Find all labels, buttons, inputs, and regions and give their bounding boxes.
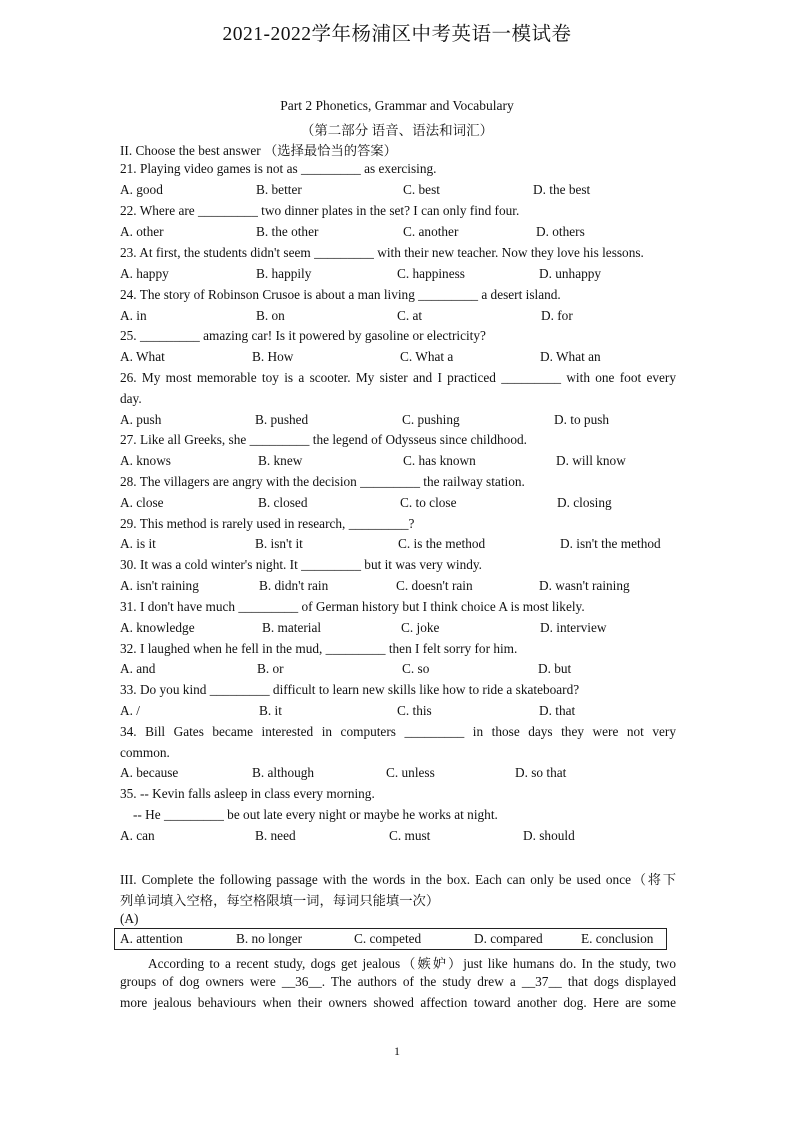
part-subtitle: （第二部分 语音、语法和词汇） bbox=[300, 123, 494, 138]
passage-line: groups of dog owners were __36__. The authors of the study drew a __37__ that dogs displayed bbox=[120, 974, 676, 989]
option-a: A. happy bbox=[120, 266, 169, 281]
option-d: D. unhappy bbox=[539, 266, 602, 281]
option-c: C. doesn't rain bbox=[396, 578, 473, 593]
word-box-item: E. conclusion bbox=[581, 931, 654, 946]
option-c: C. unless bbox=[386, 765, 435, 780]
option-d: D. to push bbox=[554, 412, 610, 427]
option-b: B. or bbox=[257, 661, 284, 676]
option-b: B. it bbox=[259, 703, 282, 718]
option-a: A. and bbox=[120, 661, 156, 676]
option-c: C. has known bbox=[403, 453, 476, 468]
question-stem: 21. Playing video games is not as _________ as exercising. bbox=[120, 161, 437, 176]
word-box-item: B. no longer bbox=[236, 931, 303, 946]
option-b: B. although bbox=[252, 765, 315, 780]
option-c: C. this bbox=[397, 703, 432, 718]
option-c: C. at bbox=[397, 308, 423, 323]
question-stem: 29. This method is rarely used in research, _________? bbox=[120, 516, 415, 531]
option-a: A. because bbox=[120, 765, 179, 780]
question-stem: 25. _________ amazing car! Is it powered by gasoline or electricity? bbox=[120, 328, 486, 343]
option-d: D. so that bbox=[515, 765, 567, 780]
option-c: C. must bbox=[389, 828, 431, 843]
word-box-item: D. compared bbox=[474, 931, 543, 946]
question-stem: 26. My most memorable toy is a scooter. My sister and I practiced _________ with one foot every bbox=[120, 370, 676, 385]
option-b: B. knew bbox=[258, 453, 303, 468]
option-c: C. best bbox=[403, 182, 440, 197]
part-title: Part 2 Phonetics, Grammar and Vocabulary bbox=[280, 98, 514, 113]
option-b: B. isn't it bbox=[255, 536, 303, 551]
option-b: B. didn't rain bbox=[259, 578, 329, 593]
question-stem: 23. At first, the students didn't seem _________ with their new teacher. Now they love his lessons. bbox=[120, 245, 644, 260]
word-box-item: A. attention bbox=[120, 931, 183, 946]
question-stem: 35. -- Kevin falls asleep in class every morning. bbox=[120, 786, 375, 801]
document-title: 2021-2022学年杨浦区中考英语一模试卷 bbox=[222, 24, 572, 45]
word-box bbox=[114, 928, 667, 950]
option-d: D. closing bbox=[557, 495, 612, 510]
option-c: C. joke bbox=[401, 620, 440, 635]
option-c: C. to close bbox=[400, 495, 457, 510]
option-d: D. the best bbox=[533, 182, 591, 197]
option-a: A. What bbox=[120, 349, 165, 364]
question-stem: 24. The story of Robinson Crusoe is about a man living _________ a desert island. bbox=[120, 287, 561, 302]
question-stem: 31. I don't have much _________ of German history but I think choice A is most likely. bbox=[120, 599, 585, 614]
question-stem-continued: -- He _________ be out late every night or maybe he works at night. bbox=[133, 807, 498, 822]
option-d: D. will know bbox=[556, 453, 626, 468]
question-stem: 30. It was a cold winter's night. It _________ but it was very windy. bbox=[120, 557, 482, 572]
option-a: A. / bbox=[120, 703, 140, 718]
passage-label: (A) bbox=[120, 911, 139, 926]
option-a: A. knows bbox=[120, 453, 171, 468]
question-stem: 28. The villagers are angry with the decision _________ the railway station. bbox=[120, 474, 525, 489]
option-b: B. better bbox=[256, 182, 302, 197]
question-stem: 34. Bill Gates became interested in computers _________ in those days they were not very bbox=[120, 724, 676, 739]
option-c: C. happiness bbox=[397, 266, 465, 281]
option-a: A. is it bbox=[120, 536, 156, 551]
option-a: A. other bbox=[120, 224, 164, 239]
option-d: D. wasn't raining bbox=[539, 578, 630, 593]
question-stem: 27. Like all Greeks, she _________ the legend of Odysseus since childhood. bbox=[120, 432, 527, 447]
option-a: A. can bbox=[120, 828, 155, 843]
option-b: B. closed bbox=[258, 495, 308, 510]
option-a: A. close bbox=[120, 495, 164, 510]
question-stem: 33. Do you kind _________ difficult to learn new skills like how to ride a skateboard? bbox=[120, 682, 580, 697]
question-stem: 32. I laughed when he fell in the mud, _________ then I felt sorry for him. bbox=[120, 641, 518, 656]
option-a: A. knowledge bbox=[120, 620, 195, 635]
option-d: D. interview bbox=[540, 620, 607, 635]
option-b: B. the other bbox=[256, 224, 319, 239]
option-a: A. push bbox=[120, 412, 162, 427]
option-d: D. for bbox=[541, 308, 573, 323]
option-b: B. pushed bbox=[255, 412, 309, 427]
question-stem-continued: day. bbox=[120, 391, 142, 406]
option-d: D. What an bbox=[540, 349, 601, 364]
option-d: D. should bbox=[523, 828, 575, 843]
option-c: C. is the method bbox=[398, 536, 486, 551]
option-b: B. How bbox=[252, 349, 294, 364]
word-box-item: C. competed bbox=[354, 931, 422, 946]
option-c: C. so bbox=[402, 661, 430, 676]
option-a: A. good bbox=[120, 182, 163, 197]
option-d: D. isn't the method bbox=[560, 536, 661, 551]
option-c: C. What a bbox=[400, 349, 454, 364]
passage-line: more jealous behaviours when their owners showed affection toward another dog. Here are some bbox=[120, 995, 676, 1010]
section-heading-continued: 列单词填入空格，每空格限填一词，每词只能填一次） bbox=[120, 893, 440, 908]
option-a: A. in bbox=[120, 308, 147, 323]
passage-line: According to a recent study, dogs get jealous（嫉妒）just like humans do. In the study, two bbox=[148, 956, 676, 971]
option-c: C. another bbox=[403, 224, 459, 239]
option-b: B. material bbox=[262, 620, 322, 635]
option-a: A. isn't raining bbox=[120, 578, 199, 593]
option-b: B. need bbox=[255, 828, 296, 843]
section-heading: III. Complete the following passage with the words in the box. Each can only be used once（将下 bbox=[120, 872, 676, 887]
option-d: D. but bbox=[538, 661, 572, 676]
option-b: B. happily bbox=[256, 266, 312, 281]
question-stem-continued: common. bbox=[120, 745, 170, 760]
option-b: B. on bbox=[256, 308, 285, 323]
question-stem: 22. Where are _________ two dinner plates in the set? I can only find four. bbox=[120, 203, 520, 218]
section-heading: II. Choose the best answer （选择最恰当的答案） bbox=[120, 143, 397, 158]
option-d: D. others bbox=[536, 224, 585, 239]
page-number: 1 bbox=[394, 1044, 400, 1058]
option-d: D. that bbox=[539, 703, 576, 718]
option-c: C. pushing bbox=[402, 412, 460, 427]
